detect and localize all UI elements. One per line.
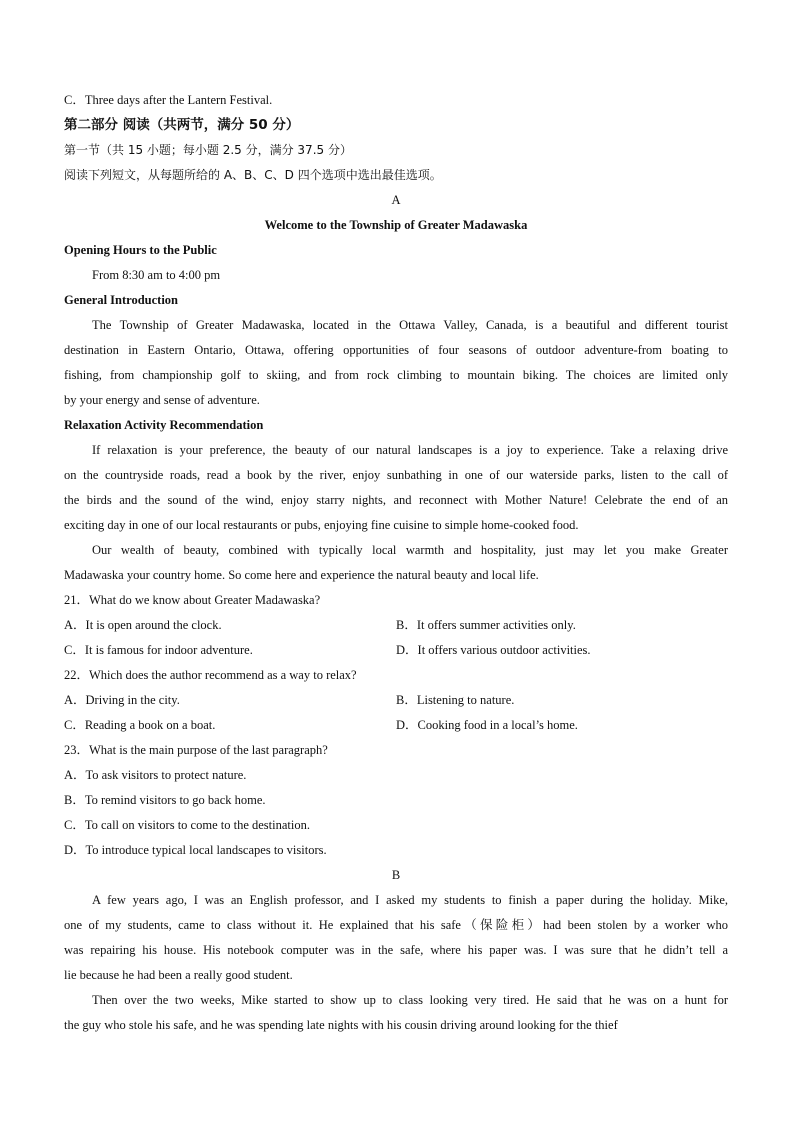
- question-21-stem: 21．What do we know about Greater Madawaska?: [64, 593, 321, 607]
- paragraph-line: destination in Eastern Ontario, Ottawa, offering opportunities of four seasons of outdoor adventure-from boating to: [64, 343, 728, 357]
- paragraph-line: the birds and the sound of the wind, enjoy starry nights, and reconnect with Mother Nature! Celebrate the end of an: [64, 493, 728, 507]
- question-21-options-row-1: [64, 613, 728, 638]
- opening-hours-heading: Opening Hours to the Public: [64, 243, 217, 257]
- option-c: C．To call on visitors to come to the destination.: [64, 818, 310, 832]
- opening-hours-text: From 8:30 am to 4:00 pm: [92, 268, 221, 282]
- option-d: D．It offers various outdoor activities.: [396, 643, 591, 657]
- paragraph-line: The Township of Greater Madawaska, located in the Ottawa Valley, Canada, is a beautiful and different tourist: [92, 318, 728, 332]
- general-introduction-paragraph: [64, 313, 728, 413]
- general-introduction-heading: General Introduction: [64, 293, 179, 307]
- relaxation-paragraph: [64, 438, 728, 538]
- paragraph-line: one of my students, came to class without it. He explained that his safe（保险柜）had been stolen by a worker who: [64, 918, 728, 932]
- question-22-options-row-2: [64, 713, 728, 738]
- reading-instruction: 阅读下列短文，从每题所给的 A、B、C、D 四个选项中选出最佳选项。: [64, 168, 442, 182]
- passage-a-label: A: [391, 193, 401, 207]
- wealth-paragraph: [64, 538, 728, 588]
- part-two-heading: 第二部分 阅读（共两节，满分 50 分）: [64, 117, 300, 133]
- paragraph-line: Our wealth of beauty, combined with typically local warmth and hospitality, just may let you make Greater: [92, 543, 728, 557]
- exam-page: [64, 88, 728, 1038]
- paragraph-line: fishing, from championship golf to skiing, and from rock climbing to mountain biking. The choices are limited only: [64, 368, 728, 382]
- passage-a-title: Welcome to the Township of Greater Madawaska: [264, 218, 528, 232]
- paragraph-line: exciting day in one of our local restaurants or pubs, enjoying fine cuisine to simple home-cooked food.: [64, 518, 579, 532]
- passage-b-paragraph-1: [64, 888, 728, 988]
- option-c: C．Reading a book on a boat.: [64, 718, 216, 732]
- passage-b-paragraph-2: [64, 988, 728, 1038]
- relaxation-heading: Relaxation Activity Recommendation: [64, 418, 264, 432]
- paragraph-line: by your energy and sense of adventure.: [64, 393, 260, 407]
- paragraph-line: If relaxation is your preference, the beauty of our natural landscapes is a joy to experience. Take a relaxing drive: [92, 443, 728, 457]
- paragraph-line: was repairing his house. His notebook computer was in the safe, where his paper was. I was sure that he didn’t tell a: [64, 943, 728, 957]
- option-b: B．It offers summer activities only.: [396, 618, 576, 632]
- paragraph-line: on the countryside roads, read a book by the river, enjoy sunbathing in one of our waterside parks, listen to the call of: [64, 468, 728, 482]
- option-a: A．Driving in the city.: [64, 693, 180, 707]
- paragraph-line: lie because he had been a really good student.: [64, 968, 293, 982]
- paragraph-line: Madawaska your country home. So come here and experience the natural beauty and local life.: [64, 568, 539, 582]
- paragraph-line: Then over the two weeks, Mike started to show up to class looking very tired. He said that he was on a hunt for: [92, 993, 728, 1007]
- question-21-options-row-2: [64, 638, 728, 663]
- option-a: A．It is open around the clock.: [64, 618, 222, 632]
- option-d: D．To introduce typical local landscapes to visitors.: [64, 843, 327, 857]
- question-22-options-row-1: [64, 688, 728, 713]
- previous-question-option-c: C．Three days after the Lantern Festival.: [64, 93, 273, 107]
- option-b: B．To remind visitors to go back home.: [64, 793, 266, 807]
- passage-b-label: B: [391, 868, 401, 882]
- option-b: B．Listening to nature.: [396, 693, 515, 707]
- section-one-info: 第一节（共 15 小题；每小题 2.5 分，满分 37.5 分）: [64, 143, 352, 157]
- option-a: A．To ask visitors to protect nature.: [64, 768, 247, 782]
- option-d: D．Cooking food in a local’s home.: [396, 718, 578, 732]
- question-22-stem: 22．Which does the author recommend as a way to relax?: [64, 668, 357, 682]
- option-c: C．It is famous for indoor adventure.: [64, 643, 253, 657]
- paragraph-line: A few years ago, I was an English professor, and I asked my students to finish a paper during the holiday. Mike,: [92, 893, 728, 907]
- paragraph-line: the guy who stole his safe, and he was spending late nights with his cousin driving around looking for the thief: [64, 1018, 618, 1032]
- question-23-stem: 23．What is the main purpose of the last paragraph?: [64, 743, 328, 757]
